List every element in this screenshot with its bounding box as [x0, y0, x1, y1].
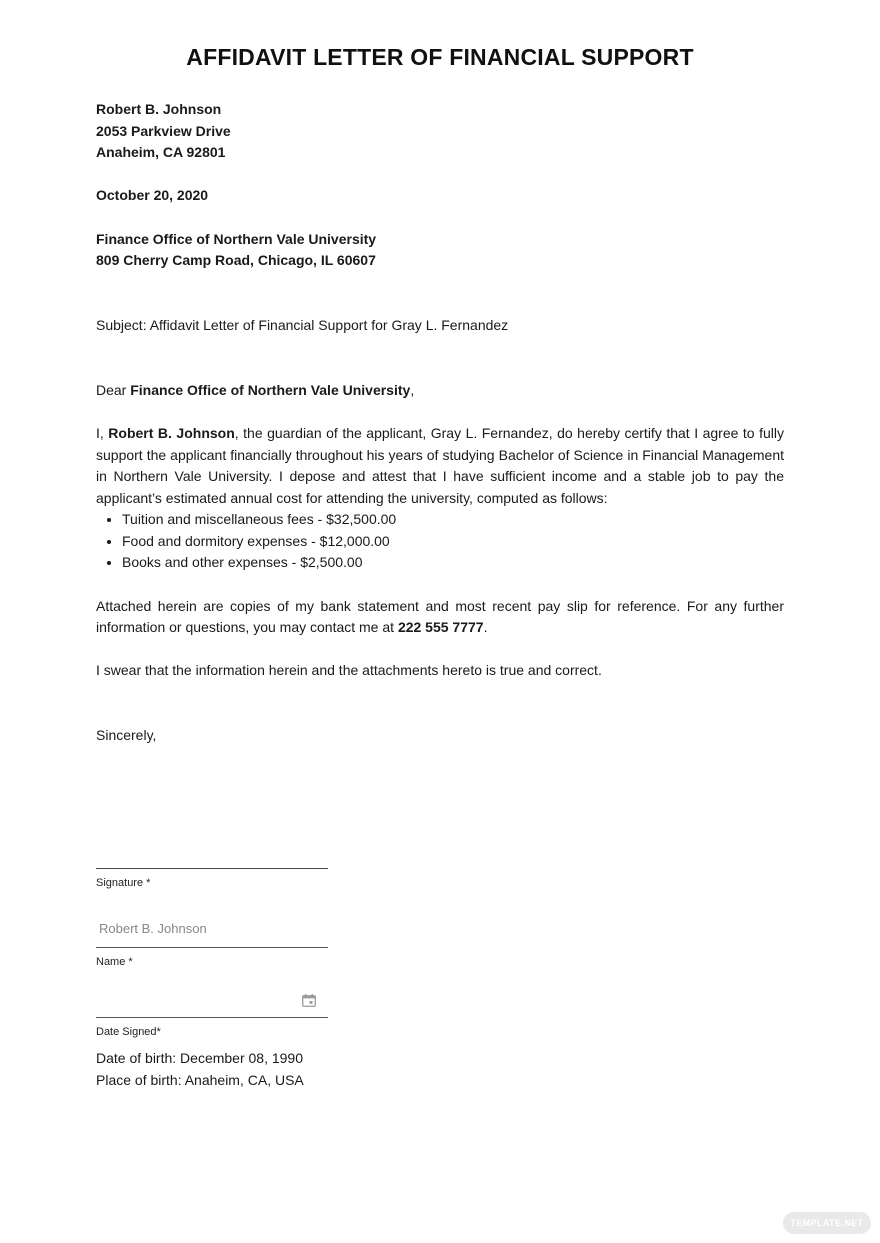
list-item: • Books and other expenses - $2,500.00	[122, 552, 784, 574]
watermark-badge: TEMPLATE.NET	[783, 1212, 871, 1234]
body1-name: Robert B. Johnson	[108, 424, 235, 441]
body1-text: , the guardian of the applicant, Gray L. Fernandez, do hereby certify that I agree to fully support the applicant financially throughout his years of studying Bachelor of Science in Financial Management in Northern Vale University. I depose and attest that I have sufficient income and a stable job to pay the applicant’s estimated annual cost for attending the university, computed as follows:	[96, 424, 784, 506]
sender-name: Robert B. Johnson	[96, 101, 222, 117]
body2-text: Attached herein are copies of my bank statement and most recent pay slip for reference. For any further information or questions, you may contact me at	[96, 597, 784, 636]
recipient-address: 809 Cherry Camp Road, Chicago, IL 60607	[96, 252, 376, 269]
body-paragraph-1	[96, 423, 784, 509]
contact-phone: 222 555 7777	[397, 619, 484, 636]
body1-prefix: I,	[96, 424, 109, 441]
letter-date: October 20, 2020	[96, 187, 209, 204]
sender-street: 2053 Parkview Drive	[96, 122, 231, 139]
body2-suffix: .	[483, 619, 488, 636]
subject-line: Subject: Affidavit Letter of Financial Support for Gray L. Fernandez	[96, 316, 509, 333]
letter-body	[96, 99, 784, 747]
birth-info	[96, 1048, 304, 1091]
document-title: AFFIDAVIT LETTER OF FINANCIAL SUPPORT	[186, 44, 694, 70]
date-signed-input[interactable]	[96, 980, 328, 1018]
list-item: • Food and dormitory expenses - $12,000.00	[122, 531, 784, 553]
salutation-suffix: ,	[410, 381, 415, 398]
date-signed-field[interactable]	[96, 980, 328, 1038]
signature-line[interactable]	[96, 868, 328, 869]
signature-label: Signature *	[96, 877, 151, 889]
birth-place: Place of birth: Anaheim, CA, USA	[96, 1071, 304, 1088]
recipient-org: Finance Office of Northern Vale University	[96, 230, 377, 247]
cost-list	[96, 509, 784, 574]
body-paragraph-3: I swear that the information herein and the attachments hereto is true and correct.	[96, 662, 602, 679]
calendar-icon[interactable]	[302, 994, 316, 1007]
name-input[interactable]	[96, 910, 328, 948]
salutation-name: Finance Office of Northern Vale University	[130, 381, 411, 398]
salutation-prefix: Dear	[96, 381, 131, 398]
list-item: • Tuition and miscellaneous fees - $32,500.00	[122, 509, 784, 531]
name-field[interactable]	[96, 910, 328, 968]
salutation	[96, 380, 784, 402]
closing: Sincerely,	[96, 727, 157, 744]
signature-field[interactable]	[96, 868, 328, 889]
name-label: Name *	[96, 956, 133, 968]
date-signed-label: Date Signed*	[96, 1026, 161, 1038]
birth-date: Date of birth: December 08, 1990	[96, 1050, 304, 1066]
body-paragraph-2	[96, 596, 784, 639]
sender-city: Anaheim, CA 92801	[96, 144, 226, 161]
